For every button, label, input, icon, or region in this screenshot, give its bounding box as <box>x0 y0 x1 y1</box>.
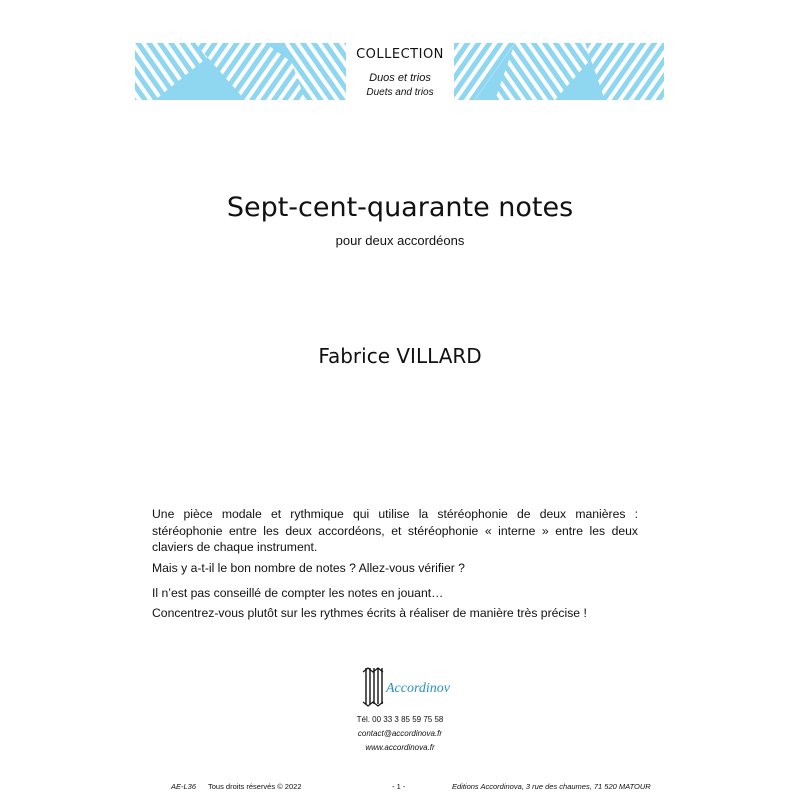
page-number: - 1 - <box>392 782 406 791</box>
accordion-icon <box>360 664 450 710</box>
description-paragraph: Concentrez-vous plutôt sur les rythmes écrits à réaliser de manière très précise ! <box>152 605 587 620</box>
footer-rights: Tous droits réservés © 2022 <box>208 782 302 791</box>
description-paragraph: Mais y a-t-il le bon nombre de notes ? Allez-vous vérifier ? <box>152 560 465 575</box>
footer-code: AE-L36 <box>171 782 197 791</box>
collection-banner <box>135 43 664 100</box>
publisher-contact <box>0 713 800 755</box>
collection-box <box>346 43 454 100</box>
piece-title: Sept-cent-quarante notes <box>226 192 574 223</box>
collection-label: COLLECTION <box>356 47 444 62</box>
logo-text: Accordinova <box>386 681 450 696</box>
description-paragraph: Une pièce modale et rythmique qui utilise la stéréophonie de deux manières : stéréophonie entre les deux accordéons, et stéréophonie « interne » entre les deux claviers de chaque instrument. <box>152 507 638 554</box>
collection-name-en: Duets and trios <box>366 87 434 98</box>
description <box>152 506 638 621</box>
composer-name: Fabrice VILLARD <box>318 344 482 368</box>
description-paragraph: Il n’est pas conseillé de compter les notes en jouant… <box>152 586 444 600</box>
website-link[interactable]: www.accordinova.fr <box>365 743 435 752</box>
phone: Tél. 00 33 3 85 59 75 58 <box>356 715 444 724</box>
footer-address: Editions Accordinova, 3 rue des chaumes, 71 520 MATOUR <box>452 782 651 791</box>
email-link[interactable]: contact@accordinova.fr <box>357 729 443 738</box>
collection-name-fr: Duos et trios <box>369 72 431 84</box>
accordinova-logo <box>360 664 450 710</box>
piece-subtitle: pour deux accordéons <box>335 233 465 248</box>
